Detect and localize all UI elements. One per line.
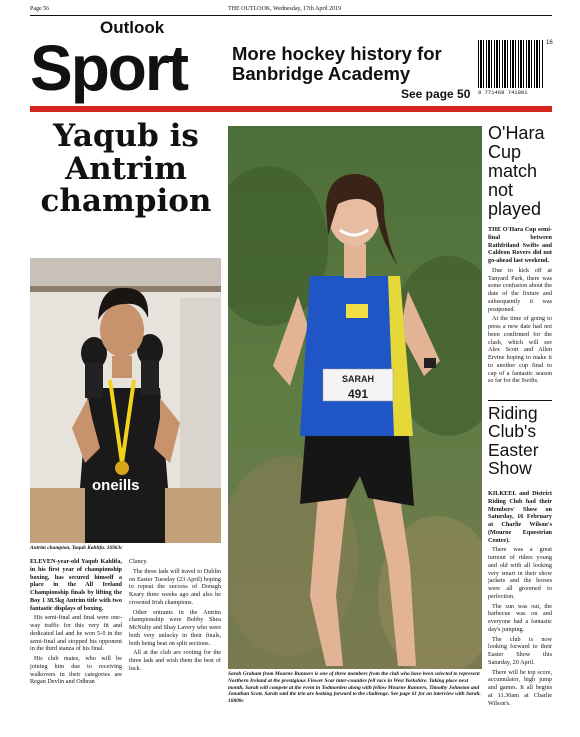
riding-lead: KILKEEL and District Riding Club had their Members' Show on Saturday, 16 February at Charlie Wilson's (Mourne Equestrian Centre). <box>488 490 552 544</box>
lead-paragraph-4: Clancy. <box>129 558 148 565</box>
headline-line-1: Yaqub is <box>53 118 199 154</box>
lead-paragraph-6: Other entrants in the Antrim championship were Bobby Shea McNulty and Shay Lavery who were both very unlucky in their finals, both being beat on split sections. <box>129 608 221 647</box>
ohara-story <box>488 226 552 387</box>
ohara-paragraph-3: At the time of going to press a new date had not been confirmed for the clash, which will see Alex Scott and Allen Ervine hoping to make it to another cup final to cap of a fantastic season so far for the Swifts. <box>488 315 552 385</box>
bib-number: 491 <box>347 387 369 401</box>
headline-line-2: Antrim <box>65 150 187 187</box>
promo-see-page[interactable]: See page 50 <box>401 87 471 101</box>
boxer-image <box>30 258 221 543</box>
svg-text:oneills: oneills <box>92 477 140 494</box>
lead-headline <box>30 120 222 218</box>
riding-headline: Riding Club's Easter Show <box>488 403 539 479</box>
top-rule <box>30 15 552 16</box>
sport-wordmark: Sport <box>30 32 188 104</box>
masthead <box>30 18 552 118</box>
barcode-number: 9 771468 741001 <box>478 89 528 96</box>
runner-caption: Sarah Graham from Mourne Runners is one of three members from the club who have been selected to represent Northern Ireland at the prestigious Flower Scar inter-counties fell race in West Yorkshire. Taking place next month, Sarah will compete at the event in Todmorden along with fellow Mourne Runners, Timothy Johnston and Jonathan Scott. Sarah said the trio are looking forward to the challenge. See page 61 for an interview with Sarah. 16808c <box>228 671 481 704</box>
outlook-wordmark: Outlook <box>100 18 165 37</box>
riding-story <box>488 490 552 709</box>
promo-line-2: Banbridge Academy <box>232 63 411 85</box>
bib-name: SARAH <box>341 374 375 384</box>
ohara-headline: O'Hara Cup match not played <box>488 123 545 219</box>
riding-paragraph-3: The sun was out, the barbecue was on and everyone had a fantastic day's jumping. <box>488 602 552 633</box>
barcode-issue: 16 <box>546 40 553 46</box>
riding-paragraph-5: There will be top score, accumulator, high jump and games. It all begins at 11.30am at Charlie Wilson's. <box>488 668 552 707</box>
lead-story-col-2 <box>129 558 221 675</box>
boxer-photo <box>30 258 221 543</box>
boxer-caption: Antrim champion, Yaqub Kahlifa. 16963c <box>30 545 123 551</box>
lead-paragraph-7: All at the club are rooting for the three lads and wish them the best of luck. <box>129 649 221 672</box>
ohara-paragraph-2: Due to kick off at Tanyard Park, there was some confusion about the date of the fixture and subsequently it was postponed. <box>488 266 552 313</box>
promo-line-1: More hockey history for <box>232 43 442 64</box>
lead-paragraph: ELEVEN-year-old Yaqub Kahlifa, in his first year of championship boxing, has secured himself a place in the All Ireland Championship finals by lifting the Boy 1 38.5kg Antrim title with two fantastic displays of boxing. <box>30 558 122 612</box>
runner-photo <box>228 126 482 669</box>
runner-image <box>228 126 482 669</box>
page-number: Page 56 <box>30 6 50 12</box>
riding-paragraph-4: The club is now looking forward to their Easter Show this Saturday, 20 April. <box>488 635 552 666</box>
headline-line-3: champion <box>40 183 212 220</box>
riding-paragraph-2: There was a great turnout of riders young and old with all looking very smart in their show jackets and the horses were all groomed to perfection. <box>488 546 552 600</box>
lead-paragraph-2: His semi-final and final were one-way traffic for this very fit and dedicated lad and he won 5-0 in the semi-final and stopped his opponent in the third stanza of his final. <box>30 614 122 653</box>
barcode <box>478 40 552 98</box>
masthead-red-bar <box>30 106 552 112</box>
lead-paragraph-5: The three lads will travel to Dublin on Easter Tuesday (23 April) hoping to repeat the success of Donagh Keary three weeks ago and also be crowned Irish champions. <box>129 567 221 606</box>
barcode-icon <box>478 40 544 88</box>
ohara-lead: THE O'Hara Cup semi-final between Rathfriland Swifts and Caldeon Rovers did not go-ahead last weekend. <box>488 226 552 264</box>
lead-story-col-1 <box>30 558 122 688</box>
lead-paragraph-3: His club mates, who will be joining him due to receiving walkovers in their categories are Regan Devlin and Odhran <box>30 655 122 686</box>
promo-text <box>232 44 482 85</box>
paper-date: THE OUTLOOK, Wednesday, 17th April 2019 <box>228 6 342 12</box>
right-column-divider <box>488 400 552 401</box>
